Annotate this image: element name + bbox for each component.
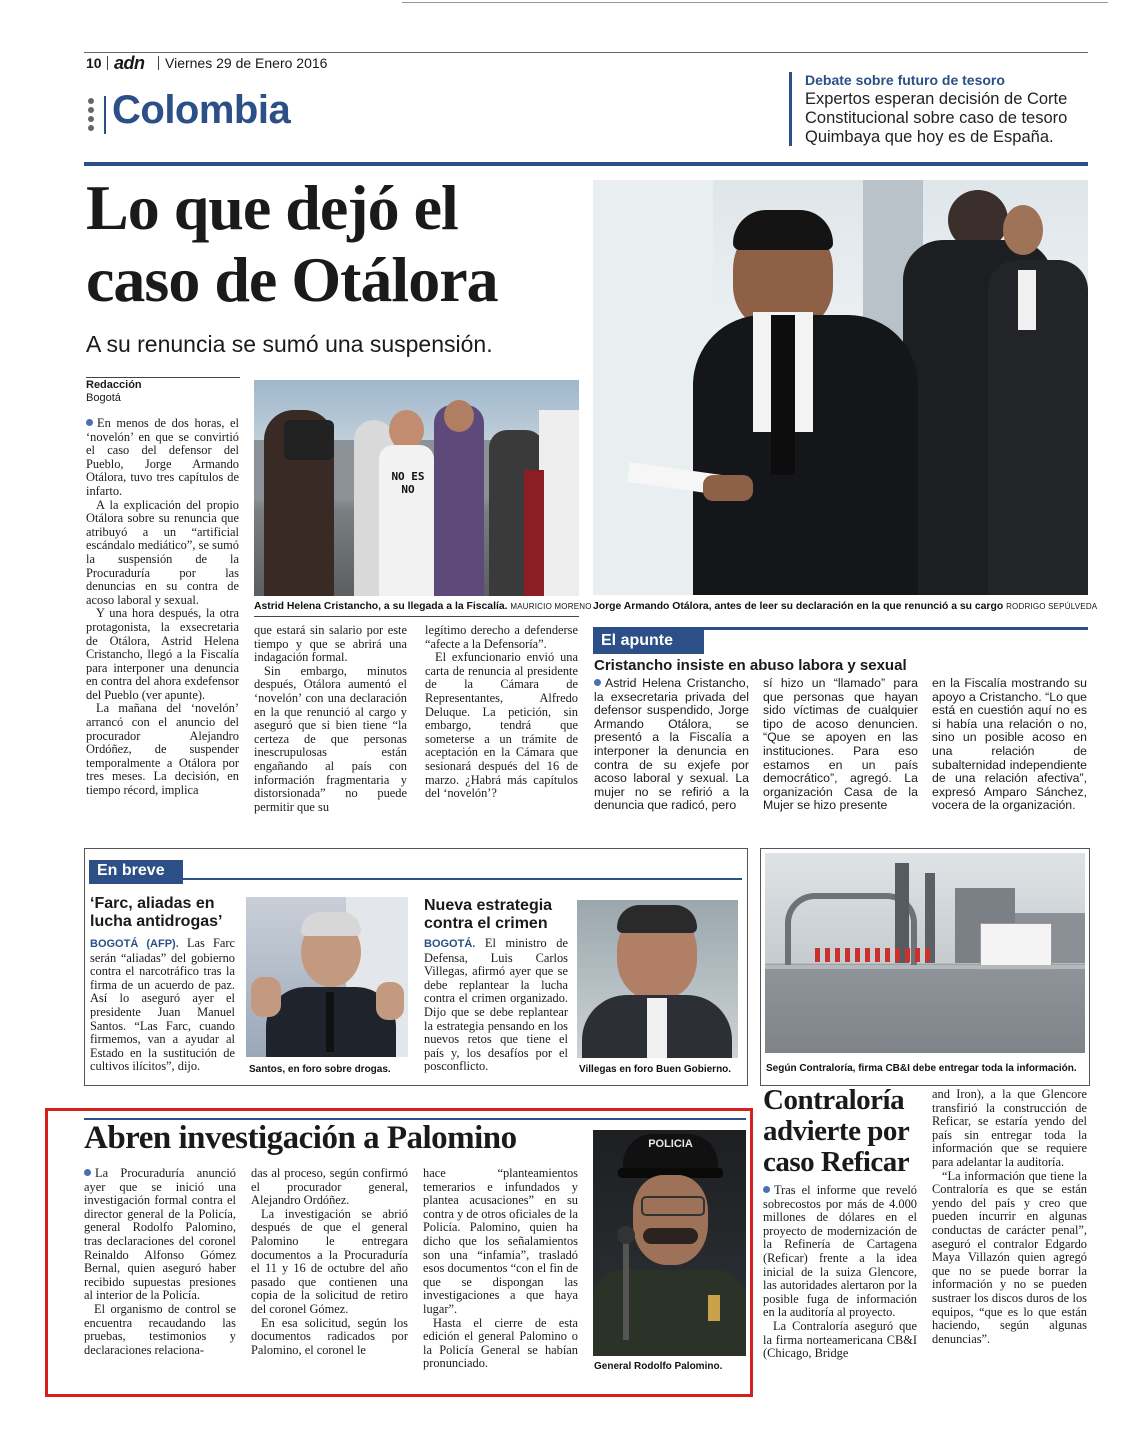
palomino-headline: Abren investigación a Palomino (84, 1120, 517, 1156)
reficar-column-2: and Iron), a la que Glencore transfirió la construcción de Reficar, se estaría yendo del país sin entregar toda la información que se requiere para adelantar la auditoría. “La información que tiene la Contraloría es que se están yendo del país y creo que pueden incurrir en algunas conductas de carácter penal”, aseguró el contralor Edgardo Maya Villazón quien agregó que no se puede borrar la información y no se pueden sustraer los discos duros de los equipos, “que es lo que están haciendo, según algunas denuncias”. (932, 1087, 1087, 1346)
breve-item1-title: ‘Farc, aliadas en lucha antidrogas’ (90, 895, 223, 930)
photo-cristancho (254, 380, 579, 596)
apunte-column-2: sí hizo un “llamado” para que personas que hayan sido víctimas de cualquier tipo de acoso denuncien. “Que se apoyen en las instituciones. Para eso estamos en un país democrático”, agregó. La organización Casa de la Mujer se hizo presente (763, 676, 918, 813)
palomino-column-3: hace “planteamientos temerarios e infundados y plantea acusaciones” en su contra y de otros oficiales de la Policía. Palomino, quien ha dicho que los señalamientos son una “infamia”, trasladó esos documentos “con el fin de que se dispongan las investigaciones a que haya lugar”. Hasta el cierre de esta edición el general Palomino o la Policía General se habían pronunciado. (423, 1166, 578, 1371)
teaser-text: Expertos esperan decisión de Corte Constitucional sobre caso de tesoro Quimbaya que hoy es de España. (805, 90, 1068, 146)
apunte-title: Cristancho insiste en abuso labora y sexual (594, 657, 907, 674)
header-top-rule (84, 52, 1088, 53)
breve-item2-body: BOGOTÁ. El ministro de Defensa, Luis Carlos Villegas, afirmó ayer que se debe replantear la lucha contra el crimen organizado. Dijo que se debe replantear la estrategia pensando en los nuevos retos que tiene el país y, los desafíos por el posconflicto. (424, 936, 568, 1074)
header-divider (107, 56, 108, 70)
section-rule (84, 162, 1088, 166)
reficar-photo-caption: Según Contraloría, firma CB&I debe entregar toda la información. (766, 1063, 1077, 1074)
header-date: Viernes 29 de Enero 2016 (165, 55, 328, 71)
byline-rule (86, 377, 240, 378)
photo1-caption-rule (254, 616, 579, 617)
palomino-photo-caption: General Rodolfo Palomino. (594, 1361, 723, 1372)
palomino-column-1: La Procuraduría anunció ayer que se inició una investigación formal contra el director general de la Policía, general Rodolfo Palomino, tras declaraciones del coronel Reinaldo Alfonso Gómez Bernal, quien aseguró haber recibido supuestas presiones al interior de la Policía. El organismo de control se encuentra recaudando las pruebas, testimonios y declaraciones relaciona- (84, 1166, 236, 1357)
breve-item2-title: Nueva estrategia contra el crimen (424, 897, 553, 932)
apunte-column-1: Astrid Helena Cristancho, la exsecretaria privada del defensor suspendido, Jorge Armando Otálora, se presentó a la Fiscalía a interponer la denuncia en contra de su exjefe por acoso laboral y sexual. La mujer no se refirió a la denuncia que radicó, pero (594, 676, 749, 813)
brand-logo: adn (114, 53, 145, 73)
en-breve-rule (167, 878, 742, 880)
cap-text: POLICIA (648, 1138, 693, 1150)
photo-reficar (765, 853, 1085, 1053)
main-subhead: A su renuncia se sumó una suspensión. (86, 331, 493, 357)
section-dots (86, 98, 96, 131)
section-title: Colombia (112, 88, 291, 132)
photo-villegas (577, 900, 738, 1058)
teaser-kicker: Debate sobre futuro de tesoro (805, 72, 1005, 88)
top-edge-rule (402, 2, 1108, 3)
header-divider (158, 56, 159, 70)
photo-otalora (593, 180, 1088, 595)
apunte-label: El apunte (593, 630, 704, 654)
byline-city: Bogotá (86, 392, 121, 404)
main-headline: Lo que dejó el caso de Otálora (86, 172, 498, 315)
page-number: 10 (86, 55, 102, 71)
main-column-1: En menos de dos horas, el ‘novelón’ en que se convirtió el caso del defensor del Pueblo, Jorge Armando Otálora, tuvo tres capítulos de infarto. A la explicación del propio Otálora sobre su renuncia que atribuyó a un “artificial escándalo mediático”, se sumó la suspensión de la Procuraduría por las denuncias en su contra de acoso laboral y sexual. Y una hora después, la otra protagonista, la exsecretaria de Otálora, Astrid Helena Cristancho, llegó a la Fiscalía para interponer una denuncia en contra del ahora exdefensor del Pueblo (ver apunte). La mañana del ‘novelón’ arrancó con el anuncio del procurador Alejandro Ordóñez, de suspender temporalmente a Otálora por tres meses. La decisión, en tiempo récord, implica (86, 416, 239, 798)
reficar-headline: Contraloría advierte por caso Reficar (763, 1084, 910, 1178)
breve-item1-caption: Santos, en foro sobre drogas. (249, 1064, 391, 1075)
main-column-2: que estará sin salario por este tiempo y que se abrirá una indagación formal. Sin embargo, minutos después, Otálora aumentó el ‘novelón’ con una declaración en la que renunció al cargo y aseguró que si bien tiene “la certeza de que personas inescrupulosas están engañando al país con información fragmentaria y distorsionada” no puede permitir que su (254, 623, 407, 814)
photo-palomino (593, 1130, 746, 1356)
main-column-3: legítimo derecho a defenderse “afecte a la Defensoría”. El exfuncionario envió una carta de renuncia al presidente de la Cámara de Representantes, Alfredo Deluque. La petición, sin embargo, tendrá que someterse a un trámite de aceptación en la Cámara que sesionará después del 16 de marzo. ¿Habrá más capítulos del ‘novelón’? (425, 623, 578, 801)
shirt-text: NO ES NO (391, 470, 425, 496)
en-breve-label: En breve (89, 860, 183, 884)
breve-item1-body: BOGOTÁ (AFP). Las Farc serán “aliadas” del gobierno contra el narcotráfico tras la firma de un acuerdo de paz. Así lo aseguró ayer el presidente Juan Manuel Santos. “Las Farc, cuando firmemos, van a ayudar al Estado en la sustitución de cultivos ilícitos”, dijo. (90, 936, 235, 1074)
photo-santos (246, 897, 408, 1057)
reficar-column-1: Tras el informe que reveló sobrecostos por más de 4.000 millones de dólares en el proyecto de modernización de la Refinería de Cartagena (Reficar) frente a la idea inicial de la suiza Glencore, las autoridades alertaron por la posible fuga de información en la auditoría al proyecto. La Contraloría aseguró que la firma norteamericana CB&I (Chicago, Bridge (763, 1183, 917, 1361)
section-bar (104, 96, 106, 134)
photo1-caption: Astrid Helena Cristancho, a su llegada a la Fiscalía. MAURICIO MORENO (254, 601, 592, 612)
photo2-caption: Jorge Armando Otálora, antes de leer su declaración en la que renunció a su cargo RODRIGO SEPÚLVEDA (593, 601, 1098, 612)
byline: Redacción (86, 379, 142, 391)
breve-item2-caption: Villegas en foro Buen Gobierno. (579, 1064, 732, 1075)
apunte-column-3: en la Fiscalía mostrando su apoyo a Cristancho. “Lo que está en cuestión aquí no es si había una relación o no, sino un posible acoso en una relación de subalternidad independiente de una relación afectiva”, expresó Amparo Sánchez, vocera de la organización. (932, 676, 1087, 813)
teaser-bar (789, 72, 792, 146)
palomino-column-2: das al proceso, según confirmó el procurador general, Alejandro Ordóñez. La investigación se abrió después de que el general Palomino le entregara documentos a la Procuraduría el 11 y 16 de octubre del año pasado que contienen una copia de la solicitud de retiro del coronel Gómez. En esa solicitud, según los documentos radicados por Palomino, el coronel le (251, 1166, 408, 1357)
